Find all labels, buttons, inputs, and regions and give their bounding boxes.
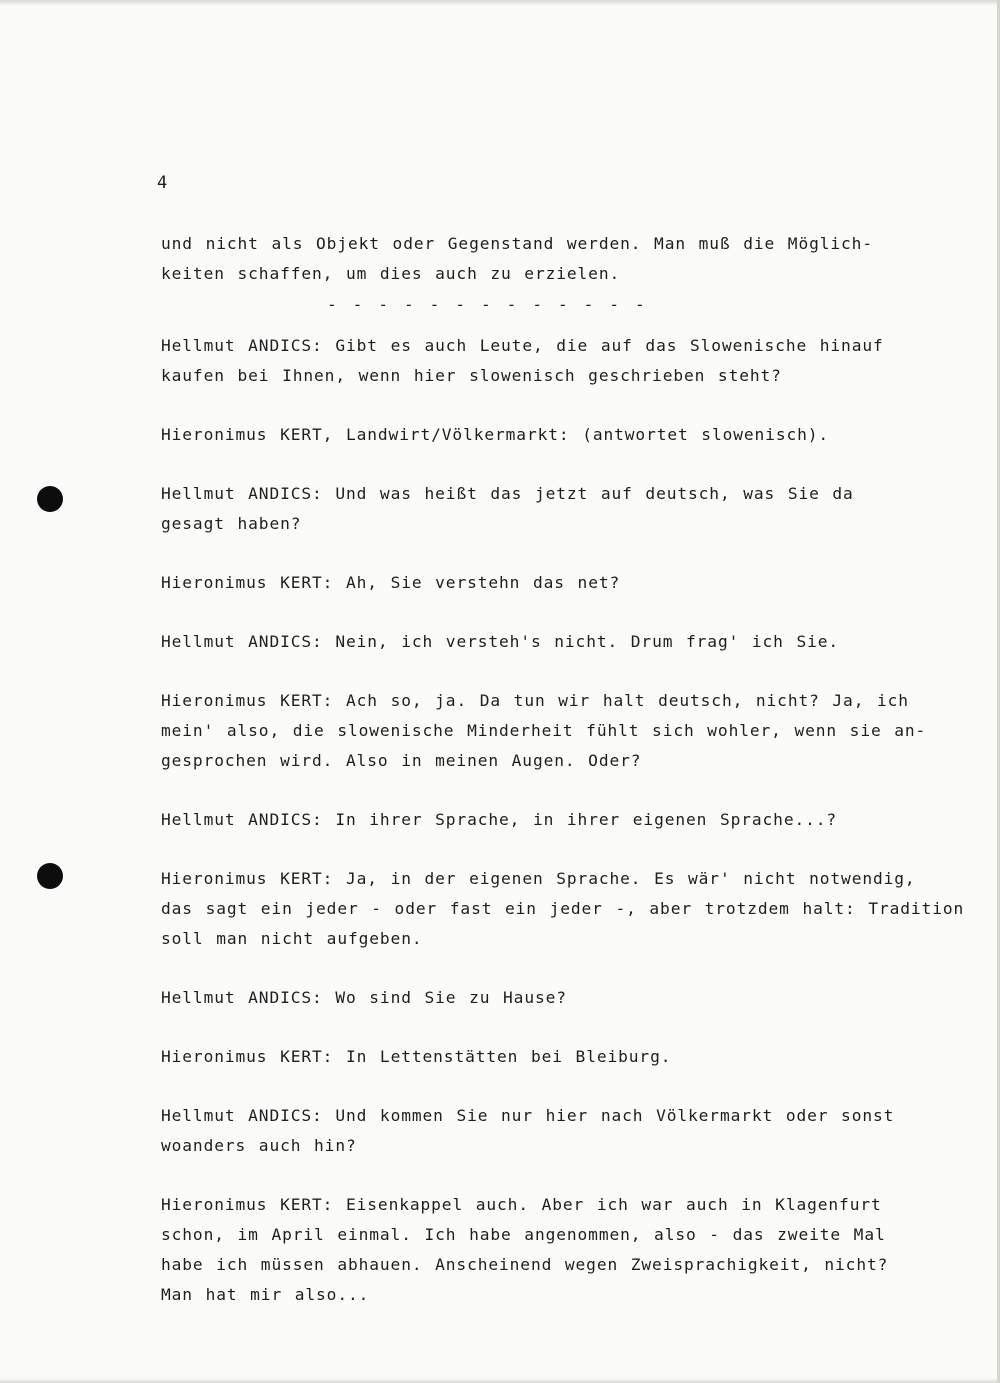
speech-text: habe ich müssen abhauen. Anscheinend wegen Zweisprachigkeit, nicht? bbox=[161, 1255, 889, 1274]
speech-text: Ja, in der eigenen Sprache. Es wär' nicht notwendig, bbox=[346, 869, 916, 888]
dialogue-entry bbox=[161, 627, 951, 657]
text-line bbox=[161, 805, 951, 835]
text-line bbox=[161, 1190, 951, 1220]
speech-text: In Lettenstätten bei Bleiburg. bbox=[346, 1047, 672, 1066]
speech-text: das sagt ein jeder - oder fast ein jeder -, aber trotzdem halt: Tradition bbox=[161, 899, 965, 918]
text-line bbox=[161, 627, 951, 657]
speech-text: mein' also, die slowenische Minderheit fühlt sich wohler, wenn sie an- bbox=[161, 721, 927, 740]
opening-paragraph bbox=[161, 229, 951, 289]
scan-edge-top bbox=[0, 0, 1000, 6]
punch-hole-icon bbox=[37, 863, 63, 889]
dialogue-list bbox=[161, 331, 965, 1310]
speech-text: soll man nicht aufgeben. bbox=[161, 929, 423, 948]
text-line bbox=[161, 568, 951, 598]
text-line bbox=[161, 1250, 951, 1280]
speaker-label: Hellmut ANDICS: bbox=[161, 1106, 323, 1125]
speech-text: (antwortet slowenisch). bbox=[582, 425, 830, 444]
dialogue-entry bbox=[161, 1190, 951, 1310]
speech-text: gesagt haben? bbox=[161, 514, 302, 533]
dialogue-entry bbox=[161, 1101, 951, 1161]
page-number: 4 bbox=[157, 173, 169, 193]
dialogue-entry bbox=[161, 479, 951, 539]
speaker-label: Hieronimus KERT: bbox=[161, 1195, 334, 1214]
speaker-label: Hellmut ANDICS: bbox=[161, 810, 323, 829]
text-line bbox=[161, 361, 951, 391]
speech-text: Und was heißt das jetzt auf deutsch, was Sie da bbox=[335, 484, 854, 503]
speaker-label: Hieronimus KERT, Landwirt/Völkermarkt: bbox=[161, 425, 570, 444]
speech-text: Ach so, ja. Da tun wir halt deutsch, nicht? Ja, ich bbox=[346, 691, 909, 710]
punch-hole-icon bbox=[37, 486, 63, 512]
speech-text: Ah, Sie verstehn das net? bbox=[346, 573, 621, 592]
speaker-label: Hieronimus KERT: bbox=[161, 691, 334, 710]
text-line bbox=[161, 1042, 951, 1072]
scan-edge-bottom bbox=[0, 1378, 1000, 1383]
text-line bbox=[161, 1131, 951, 1161]
text-line bbox=[161, 864, 951, 894]
speaker-label: Hieronimus KERT: bbox=[161, 1047, 334, 1066]
dialogue-entry bbox=[161, 331, 951, 391]
dialogue-entry bbox=[161, 864, 965, 954]
speaker-label: Hellmut ANDICS: bbox=[161, 632, 323, 651]
text-line bbox=[161, 716, 951, 746]
text-line bbox=[161, 331, 951, 361]
speech-text: schon, im April einmal. Ich habe angenommen, also - das zweite Mal bbox=[161, 1225, 886, 1244]
transcript-body bbox=[161, 229, 965, 1339]
text-line bbox=[161, 746, 951, 776]
speaker-label: Hellmut ANDICS: bbox=[161, 484, 323, 503]
dialogue-entry bbox=[161, 983, 951, 1013]
text-line bbox=[161, 1280, 951, 1310]
speech-text: woanders auch hin? bbox=[161, 1136, 357, 1155]
dialogue-entry bbox=[161, 1042, 951, 1072]
speech-text: Und kommen Sie nur hier nach Völkermarkt oder sonst bbox=[335, 1106, 895, 1125]
speech-text: kaufen bei Ihnen, wenn hier slowenisch geschrieben steht? bbox=[161, 366, 782, 385]
text-line bbox=[161, 924, 951, 954]
dialogue-entry bbox=[161, 420, 951, 450]
speaker-label: Hellmut ANDICS: bbox=[161, 988, 323, 1007]
text-line bbox=[161, 420, 951, 450]
text-line: keiten schaffen, um dies auch zu erzielen. bbox=[161, 264, 621, 283]
speaker-label: Hieronimus KERT: bbox=[161, 573, 334, 592]
text-line bbox=[161, 1220, 951, 1250]
text-line bbox=[161, 983, 951, 1013]
speaker-label: Hellmut ANDICS: bbox=[161, 336, 323, 355]
text-line bbox=[161, 1101, 951, 1131]
text-line bbox=[161, 509, 951, 539]
speech-text: Wo sind Sie zu Hause? bbox=[335, 988, 567, 1007]
speech-text: gesprochen wird. Also in meinen Augen. Oder? bbox=[161, 751, 642, 770]
speech-text: Gibt es auch Leute, die auf das Slowenische hinauf bbox=[335, 336, 884, 355]
speaker-label: Hieronimus KERT: bbox=[161, 869, 334, 888]
speech-text: Nein, ich versteh's nicht. Drum frag' ich Sie. bbox=[335, 632, 840, 651]
dialogue-entry bbox=[161, 805, 951, 835]
text-line: und nicht als Objekt oder Gegenstand werden. Man muß die Möglich- bbox=[161, 234, 873, 253]
speech-text: Man hat mir also... bbox=[161, 1285, 370, 1304]
dialogue-entry bbox=[161, 686, 951, 776]
text-line bbox=[161, 479, 951, 509]
text-line bbox=[161, 686, 951, 716]
dialogue-entry bbox=[161, 568, 951, 598]
section-separator: - - - - - - - - - - - - - bbox=[327, 295, 648, 314]
text-line bbox=[161, 894, 965, 924]
speech-text: Eisenkappel auch. Aber ich war auch in Klagenfurt bbox=[346, 1195, 882, 1214]
speech-text: In ihrer Sprache, in ihrer eigenen Sprache...? bbox=[335, 810, 838, 829]
